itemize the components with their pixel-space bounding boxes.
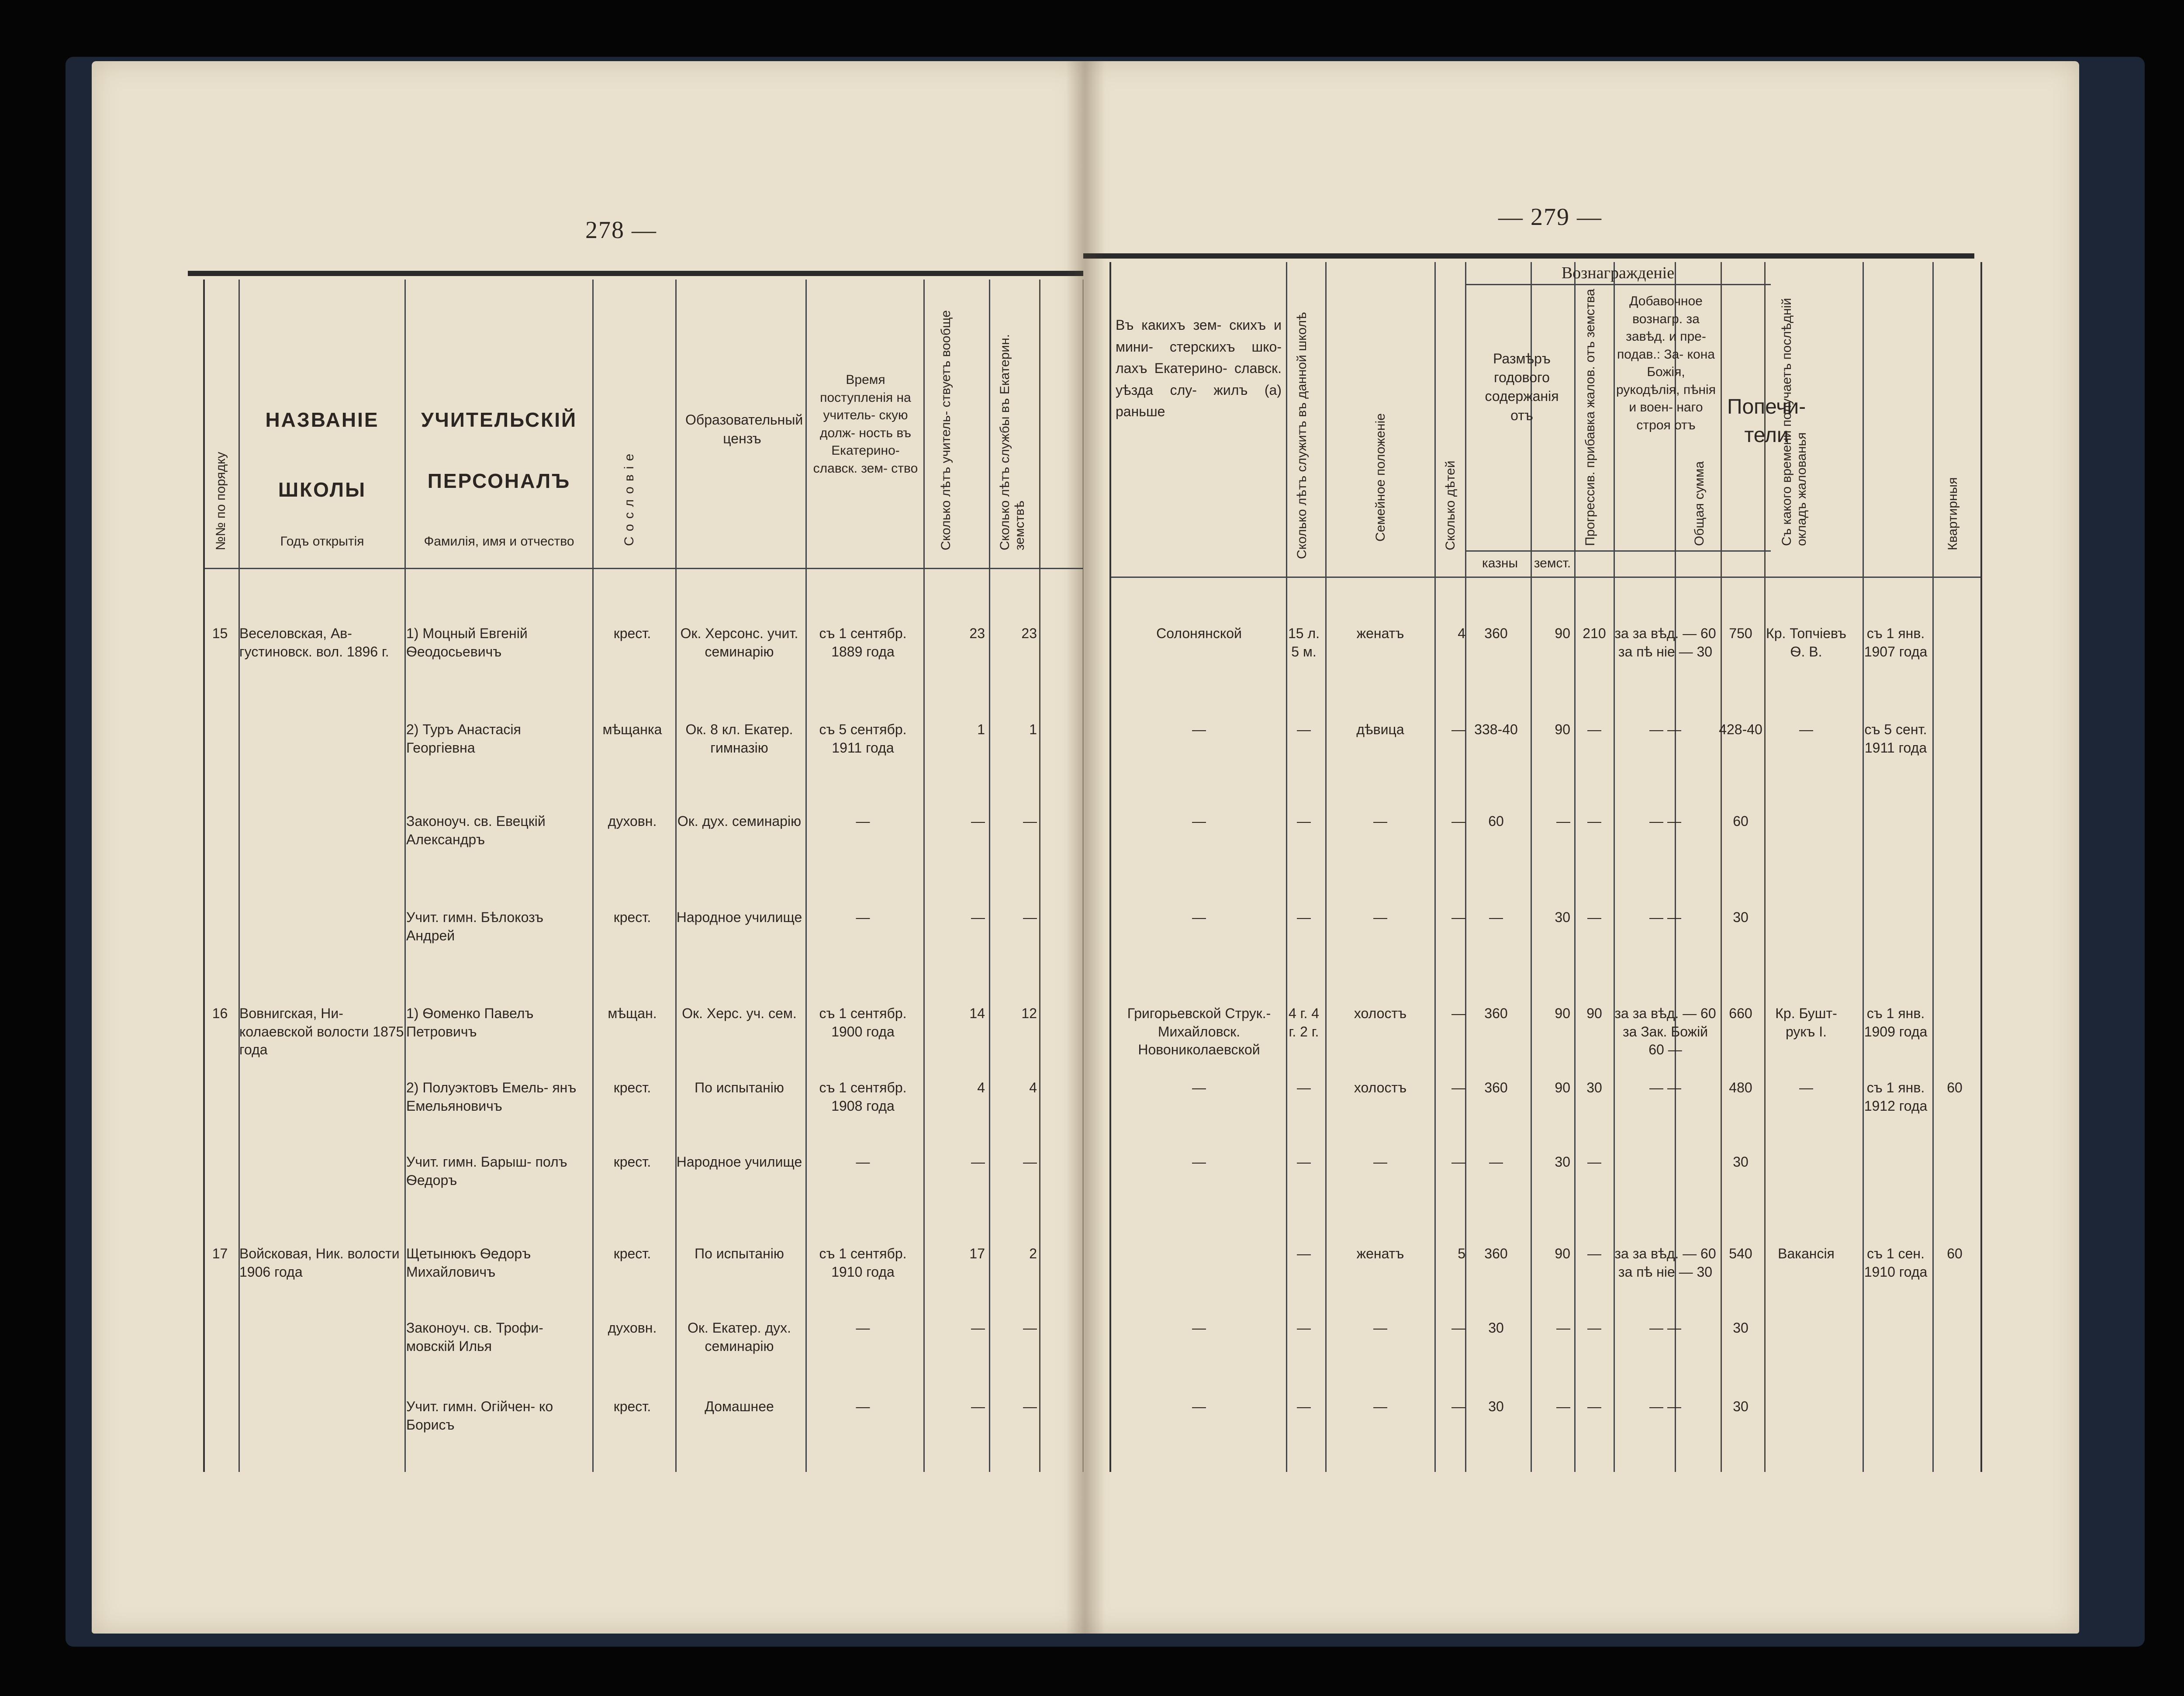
cell-prog: — [1587, 813, 1601, 829]
cell-estate: духовн. [608, 1320, 657, 1336]
cell-kids: — [1451, 1005, 1465, 1021]
cell-here: 15 л. 5 м. [1288, 625, 1320, 660]
cell-total: 30 [1733, 909, 1749, 925]
header-quarters: Квартирныя [1946, 477, 1960, 550]
cell-entry: съ 1 сентябр. 1900 года [819, 1005, 907, 1040]
cell-add: — — [1649, 1399, 1681, 1414]
cell-here: — [1297, 813, 1311, 829]
cell-kids: — [1451, 722, 1465, 737]
cell-kazny: — [1489, 909, 1503, 925]
cell-estate: крест. [613, 1154, 651, 1170]
cell-family: холостъ [1354, 1005, 1407, 1021]
cell-total: 30 [1733, 1154, 1749, 1170]
cell-prev: — [1192, 1080, 1206, 1095]
cell-name: Законоуч. св. Трофи- мовскій Илья [406, 1320, 543, 1354]
cell-kids: — [1451, 813, 1465, 829]
cell-quarters: 60 [1947, 1246, 1963, 1261]
right-top-rule [1083, 253, 1974, 259]
cell-kids: — [1451, 1154, 1465, 1170]
cell-family: — [1373, 1154, 1387, 1170]
cell-trustee: — [1799, 1080, 1813, 1095]
left-top-rule [188, 271, 1083, 276]
left-page-number: 278 — [585, 217, 657, 244]
cell-edu: Ок. 8 кл. Екатер. гимназію [685, 722, 793, 756]
cell-entry: — [856, 1154, 870, 1170]
cell-kids: — [1451, 1320, 1465, 1336]
header-years-service: Сколько лѣтъ службы въ Екатерин. земствѣ [998, 334, 1027, 550]
cell-yrs: — [971, 813, 985, 829]
cell-name: Учит. гимн. Бѣлокозъ Андрей [406, 909, 543, 943]
cell-kids: 4 [1458, 625, 1465, 641]
cell-add: за за вѣд. — 60 за Зак. Божій 60 — [1614, 1005, 1716, 1058]
cell-yrs: 14 [969, 1005, 985, 1021]
header-years-teaching: Сколько лѣтъ учитель- ствуетъ вообще [939, 310, 953, 550]
cell-yrs: — [971, 1399, 985, 1414]
cell-yrs_z: 4 [1029, 1080, 1037, 1095]
cell-kazny: 30 [1488, 1399, 1504, 1414]
cell-trustee: Кр. Топчіевъ Ѳ. В. [1766, 625, 1846, 660]
cell-since: съ 1 янв. 1909 года [1864, 1005, 1928, 1040]
cell-add: за за вѣд. — 60 за пѣ ніе — 30 [1614, 1246, 1716, 1280]
cell-add: — — [1649, 722, 1681, 737]
cell-zemst: 90 [1555, 1005, 1570, 1021]
cell-since: съ 1 сен. 1910 года [1864, 1246, 1928, 1280]
cell-total: 60 [1733, 813, 1749, 829]
cell-here: — [1297, 722, 1311, 737]
cell-yrs_z: 12 [1021, 1005, 1037, 1021]
header-progressive: Прогрессив. прибавка жалов. отъ земства [1583, 289, 1597, 546]
cell-prev: — [1192, 1399, 1206, 1414]
cell-family: — [1373, 1399, 1387, 1414]
cell-zemst: — [1556, 1399, 1570, 1414]
cell-entry: съ 1 сентябр. 1889 года [819, 625, 907, 660]
cell-prev: Солонянской [1156, 625, 1242, 641]
header-time-entry: Время поступленія на учитель- скую долж- ность въ Екатерино- славск. зем- ство [813, 373, 918, 476]
cell-zemst: 90 [1555, 722, 1570, 737]
cell-family: холостъ [1354, 1080, 1407, 1095]
left-table [203, 280, 1085, 1472]
cell-zemst: 30 [1555, 1154, 1570, 1170]
header-staff-sub: Фамилія, имя и отчество [424, 534, 574, 549]
cell-edu: Ок. Екатер. дух. семинарію [687, 1320, 791, 1354]
cell-zemst: — [1556, 1320, 1570, 1336]
cell-prog: — [1587, 1246, 1601, 1261]
cell-entry: съ 1 сентябр. 1910 года [819, 1246, 907, 1280]
cell-zemst: 30 [1555, 909, 1570, 925]
cell-family: — [1373, 813, 1387, 829]
cell-edu: Ок. дух. семинарію [677, 813, 802, 829]
cell-kids: — [1451, 1399, 1465, 1414]
cell-since: съ 5 сент. 1911 года [1864, 722, 1927, 756]
cell-prev: — [1192, 813, 1206, 829]
header-num: №№ по порядку [214, 452, 228, 550]
header-annual: Размѣръ годового содержанія отъ [1485, 351, 1559, 423]
cell-yrs_z: 2 [1029, 1246, 1037, 1261]
cell-yrs: 17 [969, 1246, 985, 1261]
header-kazny: казны [1482, 556, 1518, 570]
cell-kazny: 338-40 [1474, 722, 1518, 737]
cell-edu: Народное училище [676, 909, 802, 925]
cell-here: — [1297, 909, 1311, 925]
header-prev-schools: Въ какихъ зем- скихъ и мини- стерскихъ шко- лахъ Екатерино- славск. уѣзда слу- жилъ (а) раньше [1116, 317, 1282, 420]
cell-yrs_z: — [1023, 1399, 1037, 1414]
header-since: Съ какого времени получаетъ послѣдній окладъ жалованья [1780, 298, 1809, 546]
cell-name: Щетынюкъ Ѳедоръ Михайловичъ [406, 1246, 531, 1280]
cell-family: — [1373, 909, 1387, 925]
header-school-title-2: ШКОЛЫ [278, 478, 366, 501]
cell-kids: — [1451, 909, 1465, 925]
cell-yrs_z: — [1023, 813, 1037, 829]
right-page [1083, 61, 2079, 1634]
cell-add: — — [1649, 813, 1681, 829]
cell-prev: — [1192, 909, 1206, 925]
cell-entry: — [856, 813, 870, 829]
header-school-sub: Годъ открытія [280, 534, 364, 549]
header-additional: Добавочное вознагр. за завѣд. и пре- подав.: За- кона Божія, рукодѣлія, пѣнія и воен- наго строя отъ [1616, 294, 1716, 432]
cell-edu: Домашнее [705, 1399, 774, 1414]
cell-estate: мѣщан. [608, 1005, 657, 1021]
header-estate: Сословіе [622, 448, 636, 546]
cell-prog: — [1587, 1399, 1601, 1414]
cell-prev: Григорьевской Струк.-Михайловск. Новониколаевской [1127, 1005, 1271, 1058]
header-years-here: Сколько лѣтъ служитъ въ данной школѣ [1295, 312, 1309, 559]
cell-entry: съ 5 сентябр. 1911 года [819, 722, 907, 756]
cell-total: 428-40 [1719, 722, 1762, 737]
cell-prog: — [1587, 909, 1601, 925]
cell-yrs: 4 [977, 1080, 985, 1095]
book-gutter [1066, 61, 1105, 1634]
cell-yrs_z: — [1023, 1154, 1037, 1170]
cell-school: Войсковая, Ник. волости 1906 года [239, 1246, 400, 1280]
cell-school: Вовнигская, Ни- колаевской волости 1875 года [239, 1005, 404, 1058]
header-staff-title-2: ПЕРСОНАЛЪ [427, 470, 571, 492]
cell-school: Веселовская, Ав- густиновск. вол. 1896 г. [239, 625, 389, 660]
cell-kids: 5 [1458, 1246, 1465, 1261]
cell-entry: съ 1 сентябр. 1908 года [819, 1080, 907, 1114]
cell-here: — [1297, 1246, 1311, 1261]
cell-name: Законоуч. св. Евецкій Александръ [406, 813, 546, 847]
cell-kazny: 360 [1484, 1080, 1508, 1095]
header-family: Семейное положеніе [1373, 413, 1388, 542]
cell-edu: По испытанію [695, 1080, 784, 1095]
header-children: Сколько дѣтей [1443, 460, 1458, 550]
right-page-number: — 279 — [1498, 204, 1602, 231]
cell-estate: крест. [613, 909, 651, 925]
cell-yrs: 23 [969, 625, 985, 641]
cell-kazny: 60 [1488, 813, 1504, 829]
cell-estate: крест. [613, 1399, 651, 1414]
cell-zemst: — [1556, 813, 1570, 829]
cell-yrs_z: — [1023, 909, 1037, 925]
cell-total: 30 [1733, 1399, 1749, 1414]
cell-here: — [1297, 1154, 1311, 1170]
cell-edu: Народное училище [676, 1154, 802, 1170]
cell-num: 16 [212, 1005, 228, 1021]
cell-estate: крест. [613, 1246, 651, 1261]
cell-here: 4 г. 4 г. 2 г. [1288, 1005, 1320, 1040]
cell-total: 750 [1729, 625, 1752, 641]
header-education: Образовательный цензъ [685, 412, 803, 447]
cell-prog: 30 [1586, 1080, 1602, 1095]
cell-family: женатъ [1356, 1246, 1404, 1261]
cell-yrs_z: 1 [1029, 722, 1037, 737]
cell-family: — [1373, 1320, 1387, 1336]
cell-prev: — [1192, 722, 1206, 737]
header-school-title: НАЗВАНІЕ [265, 408, 379, 431]
cell-name: 2) Туръ Анастасія Георгіевна [406, 722, 521, 756]
header-staff-title: УЧИТЕЛЬСКІЙ [421, 408, 577, 431]
cell-zemst: 90 [1555, 1080, 1570, 1095]
cell-prog: — [1587, 1154, 1601, 1170]
cell-edu: Ок. Херс. уч. сем. [682, 1005, 797, 1021]
cell-add: — — [1649, 1320, 1681, 1336]
cell-prev: — [1192, 1154, 1206, 1170]
cell-kazny: 360 [1484, 1005, 1508, 1021]
cell-zemst: 90 [1555, 1246, 1570, 1261]
cell-total: 540 [1729, 1246, 1752, 1261]
cell-kids: — [1451, 1080, 1465, 1095]
cell-trustee: Кр. Бушт- рукъ І. [1775, 1005, 1837, 1040]
cell-total: 30 [1733, 1320, 1749, 1336]
cell-yrs: — [971, 1154, 985, 1170]
cell-trustee: — [1799, 722, 1813, 737]
cell-here: — [1297, 1080, 1311, 1095]
cell-entry: — [856, 1320, 870, 1336]
cell-yrs: — [971, 909, 985, 925]
cell-kazny: 360 [1484, 625, 1508, 641]
cell-num: 17 [212, 1246, 228, 1261]
cell-yrs_z: 23 [1021, 625, 1037, 641]
header-total: Общая сумма [1692, 461, 1707, 546]
cell-kazny: — [1489, 1154, 1503, 1170]
right-table [1109, 262, 1982, 1472]
cell-prog: 210 [1583, 625, 1606, 641]
cell-yrs: — [971, 1320, 985, 1336]
cell-total: 660 [1729, 1005, 1752, 1021]
cell-quarters: 60 [1947, 1080, 1963, 1095]
cell-num: 15 [212, 625, 228, 641]
cell-name: 1) Ѳоменко Павелъ Петровичъ [406, 1005, 534, 1040]
cell-prev: — [1192, 1320, 1206, 1336]
header-zemst: земст. [1534, 556, 1571, 570]
cell-add: — — [1649, 909, 1681, 925]
cell-here: — [1297, 1399, 1311, 1414]
cell-total: 480 [1729, 1080, 1752, 1095]
cell-estate: духовн. [608, 813, 657, 829]
cell-prog: — [1587, 722, 1601, 737]
cell-name: 2) Полуэктовъ Емель- янъ Емельяновичъ [406, 1080, 577, 1114]
cell-since: съ 1 янв. 1907 года [1864, 625, 1928, 660]
cell-prog: 90 [1586, 1005, 1602, 1021]
cell-edu: По испытанію [695, 1246, 784, 1261]
cell-trustee: Вакансія [1778, 1246, 1835, 1261]
cell-prog: — [1587, 1320, 1601, 1336]
cell-estate: крест. [613, 625, 651, 641]
left-page [92, 61, 1083, 1634]
cell-yrs: 1 [977, 722, 985, 737]
cell-entry: — [856, 1399, 870, 1414]
cell-kazny: 30 [1488, 1320, 1504, 1336]
cell-yrs_z: — [1023, 1320, 1037, 1336]
cell-since: съ 1 янв. 1912 года [1864, 1080, 1928, 1114]
header-reward: Вознагражденіе [1561, 264, 1675, 282]
cell-edu: Ок. Херсонс. учит. семинарію [680, 625, 798, 660]
cell-kazny: 360 [1484, 1246, 1508, 1261]
cell-estate: крест. [613, 1080, 651, 1095]
cell-name: Учит. гимн. Барыш- полъ Ѳедоръ [406, 1154, 567, 1188]
cell-name: Учит. гимн. Огійчен- ко Борисъ [406, 1399, 553, 1433]
cell-estate: мѣщанка [602, 722, 662, 737]
cell-add: за за вѣд. — 60 за пѣ ніе — 30 [1614, 625, 1716, 660]
cell-add: — — [1649, 1080, 1681, 1095]
header-trustees: Попечи- тели [1727, 395, 1806, 447]
cell-entry: — [856, 909, 870, 925]
cell-name: 1) Моцный Евгеній Ѳеодосьевичъ [406, 625, 528, 660]
cell-here: — [1297, 1320, 1311, 1336]
cell-family: дѣвица [1356, 722, 1404, 737]
cell-family: женатъ [1356, 625, 1404, 641]
cell-zemst: 90 [1555, 625, 1570, 641]
